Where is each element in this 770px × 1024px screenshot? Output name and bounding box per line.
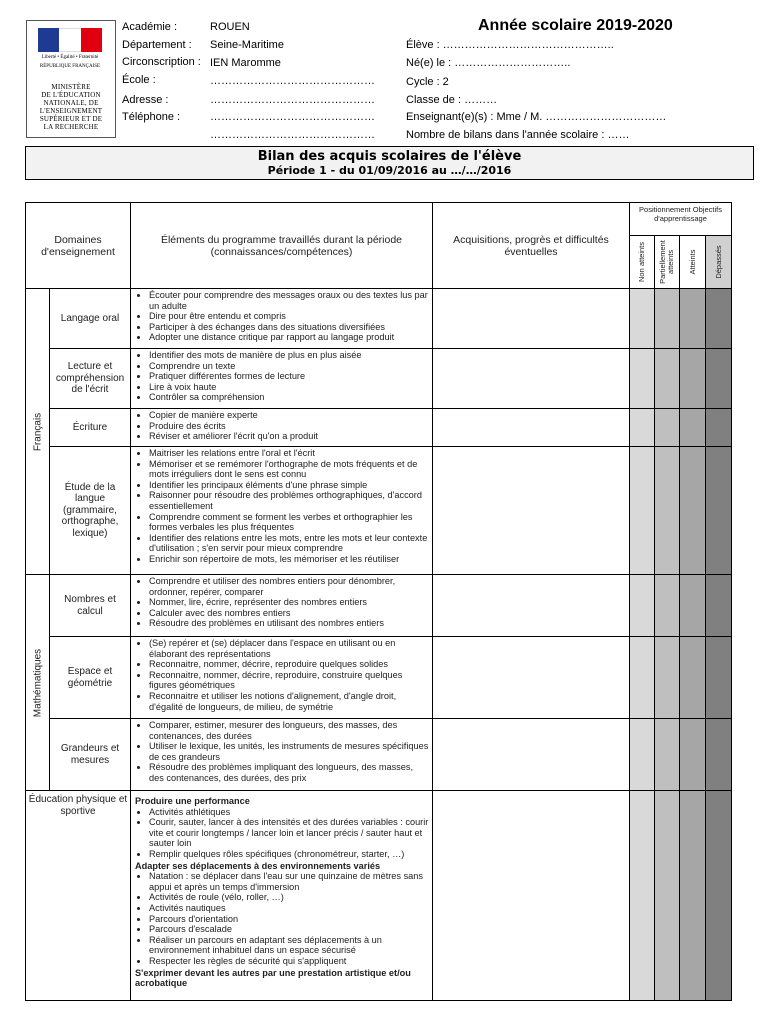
level-label: Atteints xyxy=(687,249,697,275)
ministry-line: L'ENSEIGNEMENT xyxy=(39,107,103,115)
level-cell-partiellement[interactable] xyxy=(655,447,680,575)
list-item: • Identifier des relations entre les mots, entre les mots et leur contexte d'utilisation ; s'en servir pour mieux comprendre xyxy=(149,533,429,554)
level-label: Partiellement atteints xyxy=(658,240,675,284)
discipline-eps: Éducation physique et sportive xyxy=(26,791,131,1001)
level-header-atteints xyxy=(680,236,706,289)
eps-subheading: Produire une performance xyxy=(135,796,250,806)
level-cell-non-atteints[interactable] xyxy=(630,409,655,447)
adresse-label: Adresse : xyxy=(122,94,169,106)
list-item: • Reconnaitre, nommer, décrire, reproduire quelques solides xyxy=(149,659,429,670)
flag-red xyxy=(81,28,102,52)
list-item: • Mémoriser et se remémorer l'orthographe de mots fréquents et de mots irréguliers dont le sens est connu xyxy=(149,459,429,480)
list-item: • Identifier des mots de manière de plus en plus aisée xyxy=(149,350,429,361)
list-item: • Adopter une distance critique par rapport au langage produit xyxy=(149,332,429,343)
logo-country: RÉPUBLIQUE FRANÇAISE xyxy=(39,64,101,69)
level-cell-partiellement[interactable] xyxy=(655,575,680,637)
list-item: • Parcours d'orientation xyxy=(149,914,429,925)
list-item: • Identifier les principaux éléments d'une phrase simple xyxy=(149,480,429,491)
level-header-depasses xyxy=(706,236,732,289)
list-item: • Dire pour être entendu et compris xyxy=(149,311,429,322)
list-item: • Réviser et améliorer l'écrit qu'on a produit xyxy=(149,431,429,442)
items-nombres xyxy=(131,575,433,637)
level-cell-non-atteints[interactable] xyxy=(630,349,655,409)
list-item: • Résoudre des problèmes en utilisant des nombres entiers xyxy=(149,618,429,629)
marianne-logo xyxy=(35,28,105,80)
table-row xyxy=(26,409,732,447)
logo-motto: Liberté • Égalité • Fraternité xyxy=(41,55,99,60)
level-cell-non-atteints[interactable] xyxy=(630,719,655,791)
acquisitions-cell[interactable] xyxy=(433,447,630,575)
list-item: • Respecter les règles de sécurité qui s'appliquent xyxy=(149,956,429,967)
academie-label: Académie : xyxy=(122,21,178,33)
list-item: • Comprendre comment se forment les verbes et orthographier les formes verbales les plus fréquentes xyxy=(149,512,429,533)
ne-le-field: Né(e) le : ………………………….. xyxy=(406,57,571,69)
list-item: • Calculer avec des nombres entiers xyxy=(149,608,429,619)
domain-nombres: Nombres et calcul xyxy=(50,575,131,637)
ministry-logo xyxy=(26,20,116,138)
table-row xyxy=(26,791,732,1001)
level-cell-depasses[interactable] xyxy=(706,447,732,575)
items-langage-oral xyxy=(131,289,433,349)
items-espace xyxy=(131,637,433,719)
bilan-title: Bilan des acquis scolaires de l'élève xyxy=(257,149,522,164)
acquisitions-cell[interactable] xyxy=(433,575,630,637)
level-cell-atteints[interactable] xyxy=(680,349,706,409)
level-cell-partiellement[interactable] xyxy=(655,349,680,409)
periode-subtitle: Période 1 - du 01/09/2016 au …/…/2016 xyxy=(267,164,512,177)
level-cell-partiellement[interactable] xyxy=(655,289,680,349)
telephone-value: ……………………………………… xyxy=(210,111,375,123)
level-cell-atteints[interactable] xyxy=(680,791,706,1001)
nombre-bilans-field: Nombre de bilans dans l'année scolaire : …… xyxy=(406,129,630,141)
level-cell-partiellement[interactable] xyxy=(655,637,680,719)
flag-blue xyxy=(38,28,59,52)
french-flag-icon xyxy=(38,28,102,52)
list-item: • Nommer, lire, écrire, représenter des nombres entiers xyxy=(149,597,429,608)
level-cell-atteints[interactable] xyxy=(680,447,706,575)
ministry-line: SUPÉRIEUR ET DE xyxy=(39,115,103,123)
list-item: • Comprendre et utiliser des nombres entiers pour dénombrer, ordonner, repérer, comparer xyxy=(149,576,429,597)
list-item: • Réaliser un parcours en adaptant ses déplacements à un environnement inhabituel dans un espace sécurisé xyxy=(149,935,429,956)
table-row xyxy=(26,575,732,637)
level-cell-atteints[interactable] xyxy=(680,637,706,719)
table-row xyxy=(26,637,732,719)
domain-langage-oral: Langage oral xyxy=(50,289,131,349)
level-cell-depasses[interactable] xyxy=(706,791,732,1001)
eleve-field: Élève : ……………………………………….. xyxy=(406,39,614,51)
list-item: • Utiliser le lexique, les unités, les instruments de mesures spécifiques de ces grandeurs xyxy=(149,741,429,762)
level-cell-non-atteints[interactable] xyxy=(630,289,655,349)
level-label: Non atteints xyxy=(637,241,646,283)
header-domaines: Domaines d'enseignement xyxy=(26,203,131,289)
list-item: • Activités athlétiques xyxy=(149,807,429,818)
list-item: • Enrichir son répertoire de mots, les mémoriser et les réutiliser xyxy=(149,554,429,565)
cycle-field: Cycle : 2 xyxy=(406,76,449,88)
list-item: • Reconnaitre et utiliser les notions d'alignement, d'angle droit, d'égalité de longueurs, de milieu, de symétrie xyxy=(149,691,429,712)
list-item: • Raisonner pour résoudre des problèmes orthographiques, d'accord essentiellement xyxy=(149,490,429,511)
ecole-label: École : xyxy=(122,74,156,86)
level-cell-atteints[interactable] xyxy=(680,409,706,447)
level-cell-depasses[interactable] xyxy=(706,349,732,409)
bilan-title-band xyxy=(25,146,754,180)
circonscription-value: IEN Maromme xyxy=(210,57,281,69)
eps-subheading: Adapter ses déplacements à des environnements variés xyxy=(135,860,381,871)
ministry-name xyxy=(31,83,111,131)
acquisitions-cell[interactable] xyxy=(433,719,630,791)
enseignant-field: Enseignant(e)(s) : Mme / M. …………………………… xyxy=(406,111,667,123)
domain-lecture: Lecture et compréhension de l'écrit xyxy=(50,349,131,409)
departement-label: Département : xyxy=(122,39,192,51)
list-item: • Participer à des échanges dans des situations diversifiées xyxy=(149,322,429,333)
level-cell-non-atteints[interactable] xyxy=(630,575,655,637)
table-header-row xyxy=(26,203,732,236)
header-acquisitions: Acquisitions, progrès et difficultés éventuelles xyxy=(433,203,630,289)
acquisitions-cell[interactable] xyxy=(433,637,630,719)
level-cell-partiellement[interactable] xyxy=(655,409,680,447)
acquisitions-cell[interactable] xyxy=(433,409,630,447)
level-cell-non-atteints[interactable] xyxy=(630,637,655,719)
list-item: • Comprendre un texte xyxy=(149,361,429,372)
discipline-label: Français xyxy=(32,412,43,451)
list-item: • Pratiquer différentes formes de lecture xyxy=(149,371,429,382)
items-etude-langue xyxy=(131,447,433,575)
list-item: • Remplir quelques rôles spécifiques (chronométreur, starter, …) xyxy=(149,849,429,860)
header-positionnement: Positionnement Objectifs d'apprentissage xyxy=(630,203,732,236)
list-item: • Courir, sauter, lancer à des intensités et des durées variables : courir vite et courir longtemps / lancer loin et lancer précis / sauter haut et sauter loin xyxy=(149,817,429,849)
acquisitions-cell[interactable] xyxy=(433,289,630,349)
items-eps xyxy=(131,791,433,1001)
departement-value: Seine-Maritime xyxy=(210,39,284,51)
list-item: • Reconnaitre, nommer, décrire, reproduire, construire quelques figures géométriques xyxy=(149,670,429,691)
level-cell-depasses[interactable] xyxy=(706,637,732,719)
list-item: • Copier de manière experte xyxy=(149,410,429,421)
level-cell-atteints[interactable] xyxy=(680,289,706,349)
level-cell-partiellement[interactable] xyxy=(655,719,680,791)
list-item: • Natation : se déplacer dans l'eau sur une quinzaine de mètres sans appui et après un temps d'immersion xyxy=(149,871,429,892)
list-item: • (Se) repérer et (se) déplacer dans l'espace en utilisant ou en élaborant des représentations xyxy=(149,638,429,659)
classe-field: Classe de : ……… xyxy=(406,94,498,106)
list-item: • Contrôler sa compréhension xyxy=(149,392,429,403)
ministry-line: NATIONALE, DE xyxy=(43,99,99,107)
list-item: • Activités nautiques xyxy=(149,903,429,914)
domain-espace: Espace et géométrie xyxy=(50,637,131,719)
table-row xyxy=(26,447,732,575)
level-cell-non-atteints[interactable] xyxy=(630,447,655,575)
level-cell-depasses[interactable] xyxy=(706,409,732,447)
level-header-non-atteints xyxy=(630,236,655,289)
level-cell-atteints[interactable] xyxy=(680,719,706,791)
items-grandeurs xyxy=(131,719,433,791)
annee-scolaire: Année scolaire 2019-2020 xyxy=(478,17,673,34)
level-cell-partiellement[interactable] xyxy=(655,791,680,1001)
level-cell-atteints[interactable] xyxy=(680,575,706,637)
discipline-maths xyxy=(26,575,50,791)
level-label: Dépassés xyxy=(713,245,723,279)
list-item: • Écouter pour comprendre des messages oraux ou des textes lus par un adulte xyxy=(149,290,429,311)
flag-white xyxy=(59,28,80,52)
academie-value: ROUEN xyxy=(210,21,250,33)
domain-grandeurs: Grandeurs et mesures xyxy=(50,719,131,791)
table-row xyxy=(26,289,732,349)
telephone-label: Téléphone : xyxy=(122,111,181,123)
eps-subheading: S'exprimer devant les autres par une prestation artistique et/ou acrobatique xyxy=(135,967,411,989)
level-cell-depasses[interactable] xyxy=(706,575,732,637)
extra-dotted-line: ……………………………………… xyxy=(210,129,375,141)
table-row xyxy=(26,719,732,791)
table-row xyxy=(26,349,732,409)
domain-etude-langue: Étude de la langue (grammaire, orthographe, lexique) xyxy=(50,447,131,575)
list-item: • Activités de roule (vélo, roller, …) xyxy=(149,892,429,903)
level-cell-depasses[interactable] xyxy=(706,289,732,349)
ministry-line: DE L'ÉDUCATION xyxy=(41,91,101,99)
discipline-francais xyxy=(26,289,50,575)
level-cell-depasses[interactable] xyxy=(706,719,732,791)
header-elements: Éléments du programme travaillés durant la période (connaissances/compétences) xyxy=(131,203,433,289)
list-item: • Produire des écrits xyxy=(149,421,429,432)
ecole-value: ……………………………………… xyxy=(210,75,375,87)
discipline-label: Mathématiques xyxy=(32,648,43,717)
list-item: • Résoudre des problèmes impliquant des longueurs, des masses, des contenances, des durées, des prix xyxy=(149,762,429,783)
level-cell-non-atteints[interactable] xyxy=(630,791,655,1001)
domain-ecriture: Écriture xyxy=(50,409,131,447)
list-item: • Parcours d'escalade xyxy=(149,924,429,935)
adresse-value: ……………………………………… xyxy=(210,94,375,106)
list-item: • Maitriser les relations entre l'oral et l'écrit xyxy=(149,448,429,459)
list-item: • Lire à voix haute xyxy=(149,382,429,393)
acquisitions-cell[interactable] xyxy=(433,349,630,409)
ministry-line: LA RECHERCHE xyxy=(43,123,99,131)
list-item: • Comparer, estimer, mesurer des longueurs, des masses, des contenances, des durées xyxy=(149,720,429,741)
circonscription-label: Circonscription : xyxy=(122,56,201,68)
acquisitions-cell[interactable] xyxy=(433,791,630,1001)
ministry-line: MINISTÈRE xyxy=(51,83,91,91)
level-header-partiellement xyxy=(655,236,680,289)
items-lecture xyxy=(131,349,433,409)
items-ecriture xyxy=(131,409,433,447)
bilan-table xyxy=(25,202,732,1001)
